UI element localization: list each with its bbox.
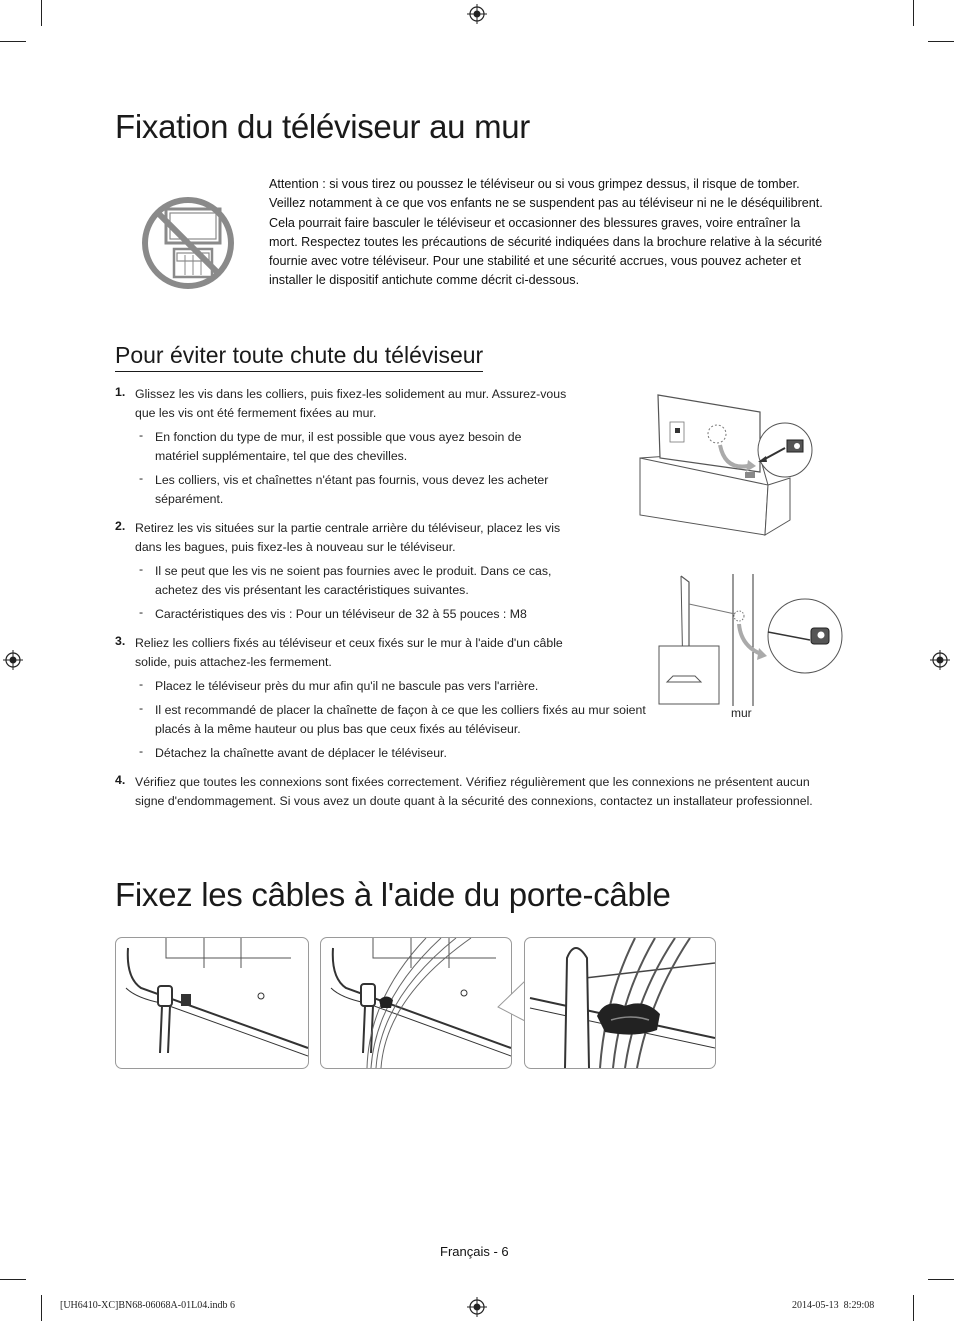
step-text: Retirez les vis situées sur la partie centrale arrière du téléviseur, placez les vis dans les bagues, puis fixez-les à nouveau sur le téléviseur.	[135, 521, 561, 555]
step-note: Il se peut que les vis ne soient pas fournies avec le produit. Dans ce cas, achetez des vis présentant les caractéristiques suivantes.	[155, 564, 552, 598]
crop-mark	[928, 1279, 954, 1280]
crop-mark	[0, 1279, 26, 1280]
registration-mark-icon	[3, 650, 23, 670]
file-slug: [UH6410-XC]BN68-06068A-01L04.indb 6	[60, 1300, 235, 1311]
crop-mark	[913, 0, 914, 26]
tv-wall-side-illustration	[655, 574, 850, 706]
page-number: Français - 6	[440, 1244, 509, 1259]
crop-mark	[41, 0, 42, 26]
cable-step-panel	[320, 937, 512, 1069]
step-number: 2.	[115, 519, 126, 533]
cable-holder-illustration	[116, 938, 308, 1068]
no-climbing-icon	[140, 195, 236, 291]
note-dash: -	[139, 428, 144, 442]
registration-mark-icon	[467, 4, 487, 24]
step-number: 1.	[115, 385, 126, 399]
cable-holder-detail-illustration	[525, 938, 715, 1068]
cable-holder-illustration	[321, 938, 511, 1068]
date-slug: 2014-05-13 ﻿ 8:29:08	[792, 1300, 875, 1311]
step-number: 3.	[115, 634, 126, 648]
crop-mark	[928, 41, 954, 42]
cable-step-panel	[524, 937, 716, 1069]
step-note: Les colliers, vis et chaînettes n'étant pas fournis, vous devez les acheter séparément.	[155, 473, 549, 507]
crop-mark	[0, 41, 26, 42]
note-dash: -	[139, 605, 144, 619]
note-dash: -	[139, 677, 144, 691]
note-dash: -	[139, 744, 144, 758]
step-note: Détachez la chaînette avant de déplacer le téléviseur.	[155, 746, 447, 760]
cable-step-panel	[115, 937, 309, 1069]
note-dash: -	[139, 701, 144, 715]
section-subtitle: Pour éviter toute chute du téléviseur	[115, 342, 483, 372]
step-text: Glissez les vis dans les colliers, puis fixez-les solidement au mur. Assurez-vous que les vis ont été fermement fixées au mur.	[135, 387, 567, 421]
step-note: Placez le téléviseur près du mur afin qu'il ne bascule pas vers l'arrière.	[155, 679, 539, 693]
note-dash: -	[139, 562, 144, 576]
tv-back-bracket-illustration	[630, 390, 842, 540]
step-note: Il est recommandé de placer la chaînette de façon à ce que les colliers fixés au mur soient placés à la même hauteur ou plus bas que ceux fixés au téléviseur.	[155, 703, 646, 737]
crop-mark	[913, 1295, 914, 1321]
section-title: Fixez les câbles à l'aide du porte-câble	[115, 876, 671, 913]
step-number: 4.	[115, 773, 126, 787]
page-title: Fixation du téléviseur au mur	[115, 108, 530, 145]
step-note: En fonction du type de mur, il est possible que vous ayez besoin de matériel supplémentaire, tel que des chevilles.	[155, 430, 522, 464]
warning-text: Attention : si vous tirez ou poussez le téléviseur ou si vous grimpez dessus, il risque de tomber. Veillez notamment à ce que vos enfants ne se suspendent pas au téléviseur ni ne le déséquilibrent. Cela pourrait faire basculer le téléviseur et occasionner des blessures graves, voire entraîner la mort. Respectez toutes les précautions de sécurité indiquées dans la brochure relative à la sécurité fournie avec votre téléviseur. Pour une stabilité et une sécurité accrues, vous pouvez acheter et installer le dispositif antichute comme décrit ci-dessous.	[269, 177, 823, 288]
registration-mark-icon	[930, 650, 950, 670]
step-note: Caractéristiques des vis : Pour un téléviseur de 32 à 55 pouces : M8	[155, 607, 527, 621]
step-text: Reliez les colliers fixés au téléviseur et ceux fixés sur le mur à l'aide d'un câble solide, puis attachez-les fermement.	[135, 636, 563, 670]
wall-label: mur	[731, 706, 752, 720]
zoom-callout-pointer	[496, 977, 526, 1025]
note-dash: -	[139, 471, 144, 485]
registration-mark-icon	[467, 1297, 487, 1317]
step-text: Vérifiez que toutes les connexions sont fixées correctement. Vérifiez régulièrement que les connexions ne présentent aucun signe d'endommagement. Si vous avez un doute quant à la sécurité des connexions, contactez un installateur professionnel.	[135, 775, 813, 809]
crop-mark	[41, 1295, 42, 1321]
